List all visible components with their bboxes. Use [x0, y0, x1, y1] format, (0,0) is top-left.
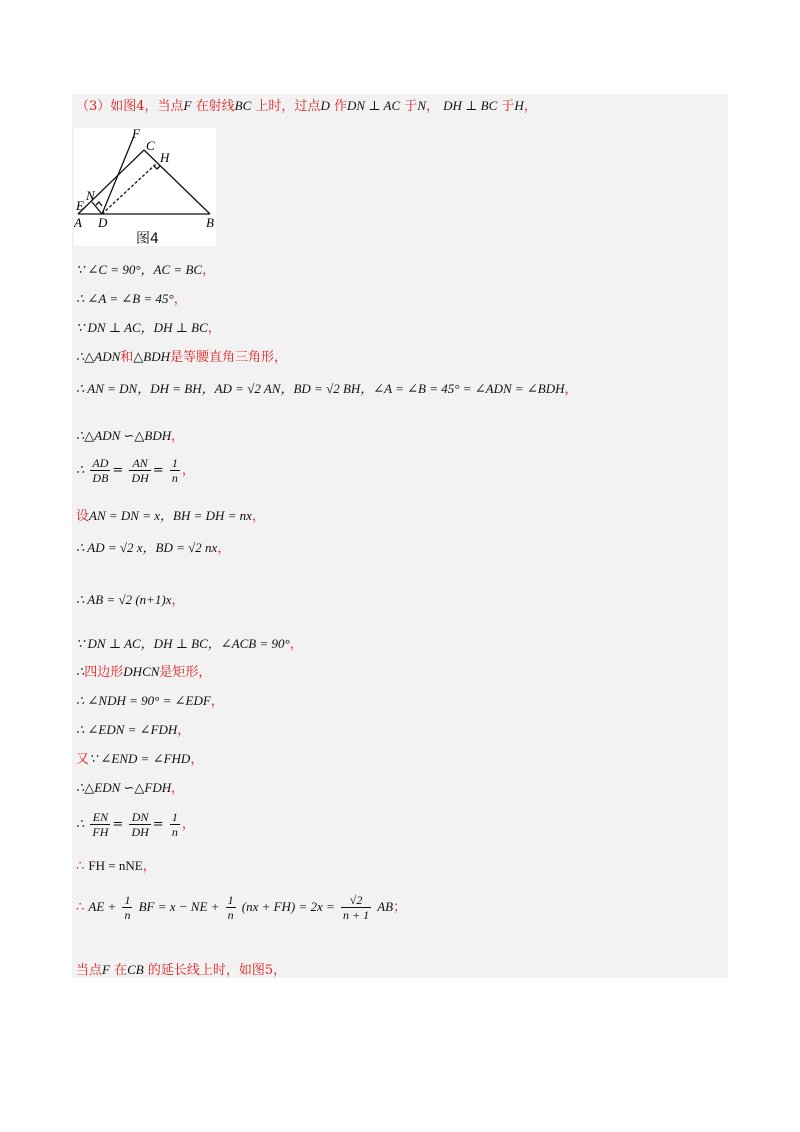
- semicolon: ；: [393, 900, 407, 915]
- therefore-symbol: ∴: [76, 462, 85, 477]
- math-expr: ∴ ∠A = ∠B = 45°: [76, 291, 174, 306]
- fraction-dn-dh: $\frac{DN}{DH}$: [131, 810, 149, 839]
- figure-4: [74, 128, 216, 246]
- math-expr: ∴ ∠NDH = 90° = ∠EDF: [76, 693, 211, 708]
- proof-line-13: [76, 693, 224, 710]
- label-c: C: [146, 138, 155, 153]
- label-f: F: [132, 128, 140, 141]
- comma: ，: [425, 99, 439, 114]
- math-part-c: (nx + FH) = 2x =: [241, 899, 335, 914]
- math-part-b: BF = x − NE +: [138, 899, 220, 914]
- proof-line-1: [76, 262, 215, 279]
- proof-line-19: [76, 893, 406, 922]
- case-line: [76, 962, 286, 979]
- proof-line-5: [76, 381, 578, 398]
- therefore-symbol: ∴: [76, 816, 85, 831]
- label-n: N: [86, 188, 95, 203]
- point-n: N: [417, 98, 426, 113]
- proof-line-4: [76, 349, 287, 366]
- label-h: H: [160, 150, 170, 165]
- math-expr: ∴△ADN: [76, 349, 121, 364]
- math-dh-perp-bc: DH ⊥ BC: [443, 98, 498, 113]
- comma: ，: [217, 541, 231, 556]
- math-expr: FH = nNE: [88, 858, 143, 873]
- fraction-1-n-2: $\frac{1}{n}$: [171, 810, 178, 839]
- text-also: 又: [76, 752, 90, 767]
- comma-2: ，: [523, 99, 537, 114]
- figure-caption: 图4: [136, 231, 159, 247]
- label-a: A: [74, 215, 82, 228]
- comma: ，: [181, 817, 195, 832]
- point-f: F: [183, 98, 192, 113]
- fraction-ad-db: $\frac{AD}{DB}$: [92, 456, 109, 485]
- right-angle-h: [154, 166, 160, 169]
- fraction-1-n: $\frac{1}{n}$: [171, 456, 178, 485]
- fraction-1-n-4: $\frac{1}{n}$: [227, 893, 234, 922]
- text-let: 设: [76, 509, 90, 524]
- fraction-en-fh: $\frac{EN}{FH}$: [92, 810, 109, 839]
- comma: ，: [251, 509, 265, 524]
- text-when-point: 当点: [76, 963, 103, 978]
- math-expr: ∵ DN ⊥ AC，DH ⊥ BC，∠ACB = 90°: [76, 636, 290, 651]
- point-h: H: [514, 98, 524, 113]
- math-expr: AN = DN = x，BH = DH = nx: [89, 508, 252, 523]
- comma: ，: [173, 292, 187, 307]
- comma: ，: [181, 463, 195, 478]
- math-dhcn: DHCN: [123, 664, 160, 679]
- segment-df: [102, 136, 134, 214]
- comma: ，: [171, 429, 185, 444]
- triangle-diagram: [74, 128, 216, 228]
- math-expr: ∴ ∠EDN = ∠FDH: [76, 722, 178, 737]
- math-expr: ∴ AD = √2 x，BD = √2 nx: [76, 540, 218, 555]
- comma: ，: [202, 263, 216, 278]
- intro-text: （3）如图4，当点: [76, 99, 184, 114]
- proof-line-17: ∴ $\frac{EN}{FH}$ = $\frac{DN}{DH}$ = $\frac{1}{n}$ ，: [76, 810, 195, 839]
- label-d: D: [98, 215, 108, 228]
- comma: ，: [289, 637, 303, 652]
- math-expr: ∴ AB = √2 (n+1)x: [76, 592, 172, 607]
- text-on: 在: [114, 963, 128, 978]
- proof-line-9: [76, 540, 230, 557]
- comma: ，: [171, 593, 185, 608]
- therefore-symbol: ∴: [76, 664, 85, 679]
- proof-line-8: [76, 508, 265, 525]
- proof-line-10: [76, 592, 185, 609]
- text-at-2: 于: [501, 99, 515, 114]
- math-expr-2: △BDH: [133, 349, 171, 364]
- segment-dh: [102, 163, 157, 214]
- math-expr: ∴ AN = DN，DH = BH，AD = √2 AN，BD = √2 BH，∠A = ∠B = 45° = ∠ADN = ∠BDH: [76, 381, 565, 396]
- proof-line-6: [76, 428, 184, 445]
- fraction-an-dh: $\frac{AN}{DH}$: [131, 456, 149, 485]
- math-part-d: AB: [377, 899, 394, 914]
- therefore-symbol: ∴: [76, 900, 85, 915]
- text-extension: 的延长线上时，如图5，: [147, 963, 287, 978]
- comma: ，: [177, 723, 191, 738]
- text-make: 作: [333, 99, 347, 114]
- segment-cb: [144, 150, 210, 214]
- comma: ，: [564, 382, 578, 397]
- proof-line-12: [76, 664, 211, 681]
- math-expr: ∵ ∠C = 90°，AC = BC: [76, 262, 203, 277]
- comma: ，: [207, 321, 221, 336]
- label-e: E: [76, 198, 84, 213]
- point-f-2: F: [102, 962, 110, 977]
- comma: ，: [210, 694, 224, 709]
- therefore-symbol: ∴: [76, 859, 85, 874]
- math-expr: ∴△ADN ∽△BDH: [76, 428, 172, 443]
- text-and: 和: [120, 350, 134, 365]
- point-d: D: [320, 98, 330, 113]
- math-dn-perp-ac: DN ⊥ AC: [346, 98, 401, 113]
- proof-line-7: ∴ $\frac{AD}{DB}$ = $\frac{AN}{DH}$ = $\frac{1}{n}$ ，: [76, 456, 195, 485]
- segment-cb-label: CB: [127, 962, 144, 977]
- math-expr: ∴△EDN ∽△FDH: [76, 780, 172, 795]
- text-is-rectangle: 是矩形，: [159, 665, 212, 680]
- proof-line-16: [76, 780, 184, 797]
- comma: ，: [190, 752, 204, 767]
- math-part-a: AE +: [88, 899, 117, 914]
- fraction-sqrt2-n1: $\frac{√2}{n + 1}$: [342, 893, 370, 922]
- text-at: 于: [404, 99, 418, 114]
- intro-line: [76, 98, 537, 115]
- proof-line-2: [76, 291, 187, 308]
- proof-line-11: [76, 636, 303, 653]
- proof-line-15: [76, 751, 203, 768]
- fraction-1-n-3: $\frac{1}{n}$: [124, 893, 131, 922]
- segment-ac: [78, 150, 144, 214]
- segment-bc: BC: [234, 98, 252, 113]
- proof-line-3: [76, 320, 221, 337]
- comma: ，: [171, 781, 185, 796]
- comma: ，: [142, 859, 156, 874]
- label-b: B: [206, 215, 214, 228]
- math-expr: ∵ DN ⊥ AC，DH ⊥ BC: [76, 320, 208, 335]
- proof-line-18: [76, 858, 156, 875]
- text-quadrilateral: 四边形: [84, 665, 124, 680]
- math-expr: ∵ ∠END = ∠FHD: [89, 751, 191, 766]
- text-conclusion: 是等腰直角三角形，: [170, 350, 288, 365]
- text-ray: 在射线: [195, 99, 235, 114]
- proof-line-14: [76, 722, 190, 739]
- right-angle-n: [96, 202, 102, 206]
- text-through: 上时，过点: [255, 99, 321, 114]
